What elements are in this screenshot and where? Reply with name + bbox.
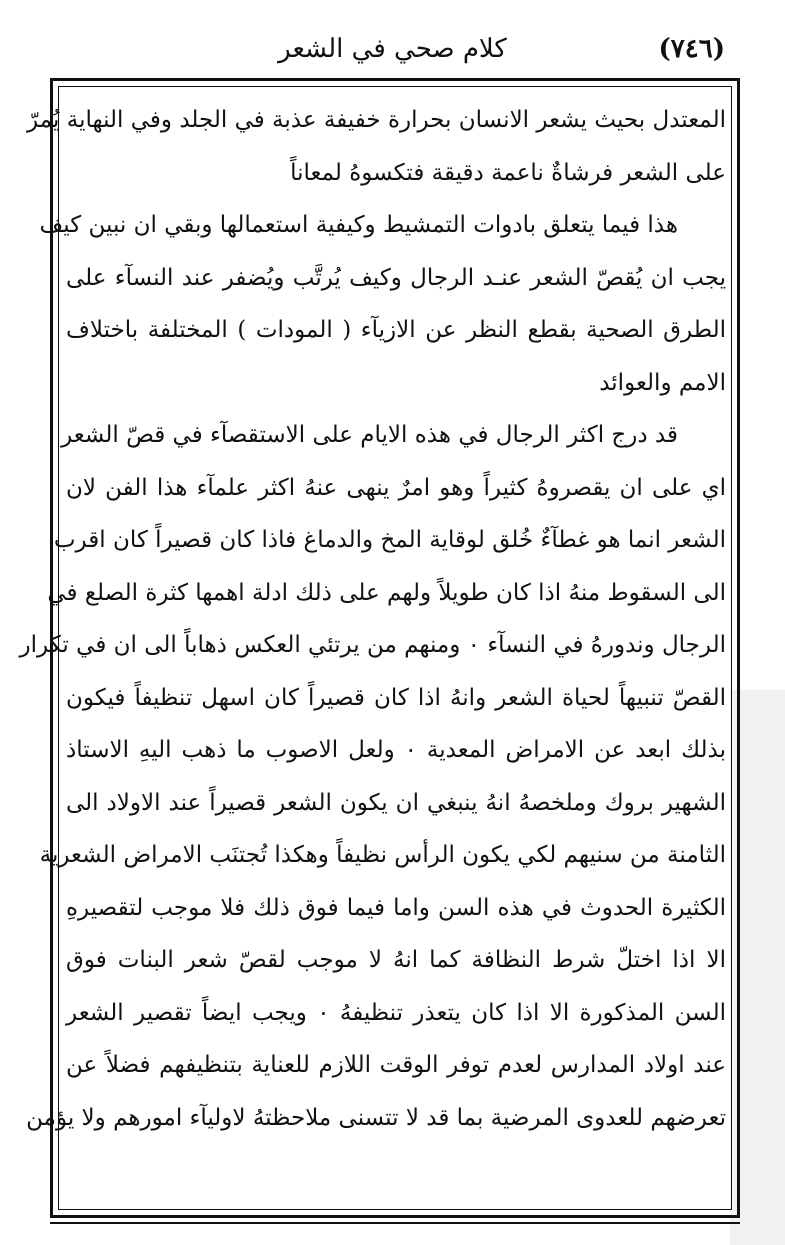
page-number: (٧٤٦) (658, 34, 725, 64)
text-line: الا اذا اختلّ شرط النظافة كما انهُ لا موجب لقصّ شعر البنات فوق (66, 947, 726, 973)
text-line: المعتدل بحيث يشعر الانسان بحرارة خفيفة عذبة في الجلد وفي النهاية يُمرّ (27, 107, 726, 133)
page-header (60, 28, 725, 76)
text-line: الى السقوط منهُ اذا كان طويلاً ولهم على ذلك ادلة اهمها كثرة الصلع في (47, 579, 726, 606)
text-line: اي على ان يقصروهُ كثيراً وهو امرٌ ينهى عنهُ اكثر علمآء هذا الفن لان (66, 474, 726, 501)
text-line: الثامنة من سنيهم لكي يكون الرأس نظيفاً وهكذا تُجتنَب الامراض الشعرية (39, 842, 726, 868)
text-line: الامم والعوائد (599, 369, 726, 396)
text-line: السن المذكورة الا اذا كان يتعذر تنظيفهُ ٠ ويجب ايضاً تقصير الشعر (66, 999, 726, 1026)
text-line: على الشعر فرشاةٌ ناعمة دقيقة فتكسوهُ لمعاناً (290, 159, 726, 186)
text-line: يجب ان يُقصّ الشعر عنـد الرجال وكيف يُرتَّب ويُضفر عند النسآء على (66, 264, 726, 291)
text-line: هذا فيما يتعلق بادوات التمشيط وكيفية استعمالها وبقي ان نبين كيف (39, 212, 678, 238)
text-line: عند اولاد المدارس لعدم توفر الوقت اللازم للعناية بتنظيفهم فضلاً عن (66, 1052, 726, 1078)
text-line: الشهير بروك وملخصهُ انهُ ينبغي ان يكون الشعر قصيراً عند الاولاد الى (66, 789, 726, 816)
text-line: الطرق الصحية بقطع النظر عن الازيآء ( المودات ) المختلفة باختلاف (66, 317, 726, 343)
text-line: بذلك ابعد عن الامراض المعدية ٠ ولعل الاصوب ما ذهب اليهِ الاستاذ (66, 737, 726, 763)
bottom-rule (50, 1222, 740, 1224)
text-line: القصّ تنبيهاً لحياة الشعر وانهُ اذا كان قصيراً كان اسهل تنظيفاً فيكون (66, 684, 726, 711)
text-line: الكثيرة الحدوث في هذه السن واما فيما فوق ذلك فلا موجب لتقصيرهِ (66, 894, 726, 921)
running-title: كلام صحي في الشعر (278, 34, 507, 64)
text-line: الشعر انما هو غطآءٌ خُلق لوقاية المخ والدماغ فاذا كان قصيراً كان اقرب (53, 527, 726, 553)
text-line: الرجال وندورهُ في النسآء ٠ ومنهم من يرتئي العكس ذهاباً الى ان في تكرار (19, 632, 726, 658)
text-line: قد درج اكثر الرجال في هذه الايام على الاستقصآء في قصّ الشعر (61, 422, 678, 448)
body-text (19, 94, 726, 1194)
text-line: تعرضهم للعدوى المرضية بما قد لا تتسنى ملاحظتهُ لاوليآء امورهم ولا يؤمن (26, 1104, 726, 1131)
